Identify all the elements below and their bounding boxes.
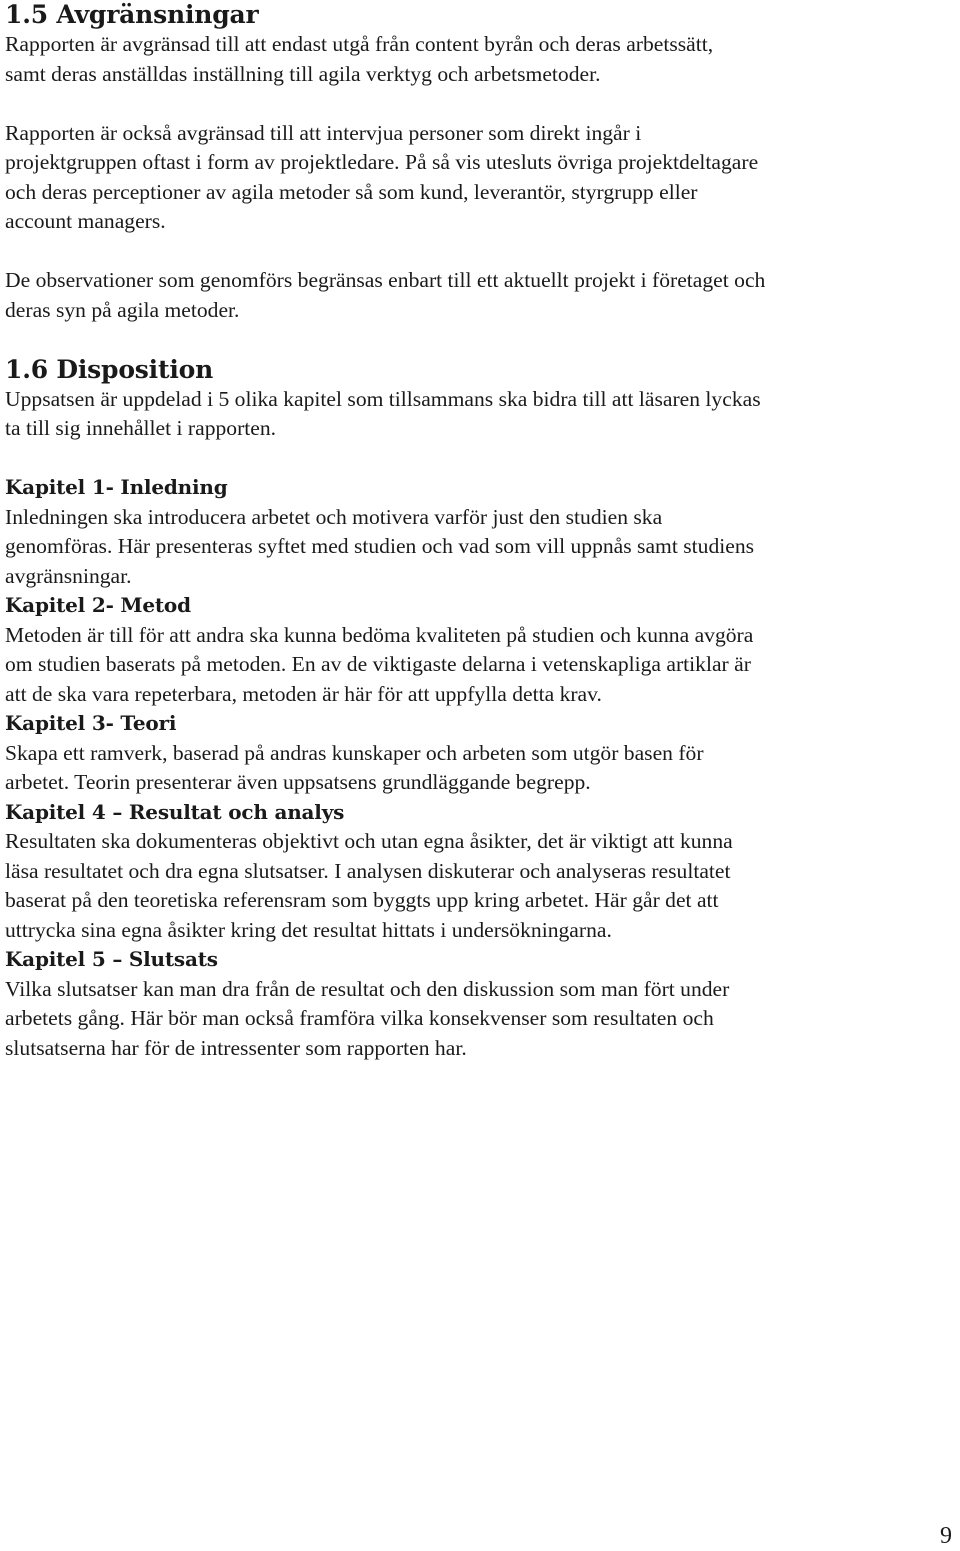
page-number: 9: [940, 1523, 952, 1549]
paragraph-line: arbetet. Teorin presenterar även uppsatsens grundläggande begrepp.: [5, 770, 591, 794]
paragraph-line: Rapporten är också avgränsad till att intervjua personer som direkt ingår i: [5, 120, 642, 145]
paragraph-line: Resultaten ska dokumenteras objektivt och utan egna åsikter, det är viktigt att kunna: [5, 829, 733, 853]
paragraph-line: account managers.: [5, 209, 166, 233]
chapter-heading-4: Kapitel 4 – Resultat och analys: [5, 799, 345, 824]
paragraph-line: om studien baserats på metoden. En av de viktigaste delarna i vetenskapliga artiklar är: [5, 652, 751, 676]
paragraph-line: Rapporten är avgränsad till att endast utgå från content byrån och deras arbetssätt,: [5, 32, 714, 56]
paragraph-line: slutsatserna har för de intressenter som rapporten har.: [5, 1035, 467, 1060]
document-page: [5, 0, 955, 1063]
paragraph-line: deras syn på agila metoder.: [5, 297, 240, 322]
chapter-heading-3: Kapitel 3- Teori: [5, 711, 177, 735]
paragraph-line: och deras perceptioner av agila metoder så som kund, leverantör, styrgrupp eller: [5, 179, 698, 204]
paragraph-line: arbetets gång. Här bör man också framföra vilka konsekvenser som resultaten och: [5, 1006, 714, 1030]
paragraph-line: läsa resultatet och dra egna slutsatser. I analysen diskuterar och analyseras resultatet: [5, 858, 731, 883]
paragraph-line: avgränsningar.: [5, 563, 132, 588]
paragraph-line: Vilka slutsatser kan man dra från de resultat och den diskussion som man fört under: [5, 976, 730, 1001]
paragraph-line: samt deras anställdas inställning till agila verktyg och arbetsmetoder.: [5, 61, 601, 86]
chapter-heading-1: Kapitel 1- Inledning: [5, 475, 228, 499]
paragraph-line: Inledningen ska introducera arbetet och motivera varför just den studien ska: [5, 504, 663, 529]
paragraph-line: projektgruppen oftast i form av projektledare. På så vis utesluts övriga projektdeltagare: [5, 150, 759, 174]
section-heading-disposition: 1.6 Disposition: [5, 354, 214, 384]
chapter-heading-5: Kapitel 5 – Slutsats: [5, 947, 218, 971]
chapter-heading-2: Kapitel 2- Metod: [5, 593, 191, 617]
section-heading-avgransningar: 1.5 Avgränsningar: [5, 0, 259, 29]
paragraph-line: baserat på den teoretiska referensram som byggts upp kring arbetet. Här går det att: [5, 888, 719, 912]
paragraph-line: Metoden är till för att andra ska kunna bedöma kvaliteten på studien och kunna avgöra: [5, 622, 754, 647]
paragraph-line: ta till sig innehållet i rapporten.: [5, 416, 277, 440]
paragraph-line: genomföras. Här presenteras syftet med studien och vad som vill uppnås samt studiens: [5, 534, 755, 558]
paragraph-line: uttrycka sina egna åsikter kring det resultat hittats i undersökningarna.: [5, 917, 612, 942]
paragraph-line: Skapa ett ramverk, baserad på andras kunskaper och arbeten som utgör basen för: [5, 740, 704, 765]
paragraph-line: De observationer som genomförs begränsas enbart till ett aktuellt projekt i företaget och: [5, 268, 766, 292]
paragraph-line: Uppsatsen är uppdelad i 5 olika kapitel som tillsammans ska bidra till att läsaren lyckas: [5, 386, 761, 411]
paragraph-line: att de ska vara repeterbara, metoden är här för att uppfylla detta krav.: [5, 681, 602, 706]
